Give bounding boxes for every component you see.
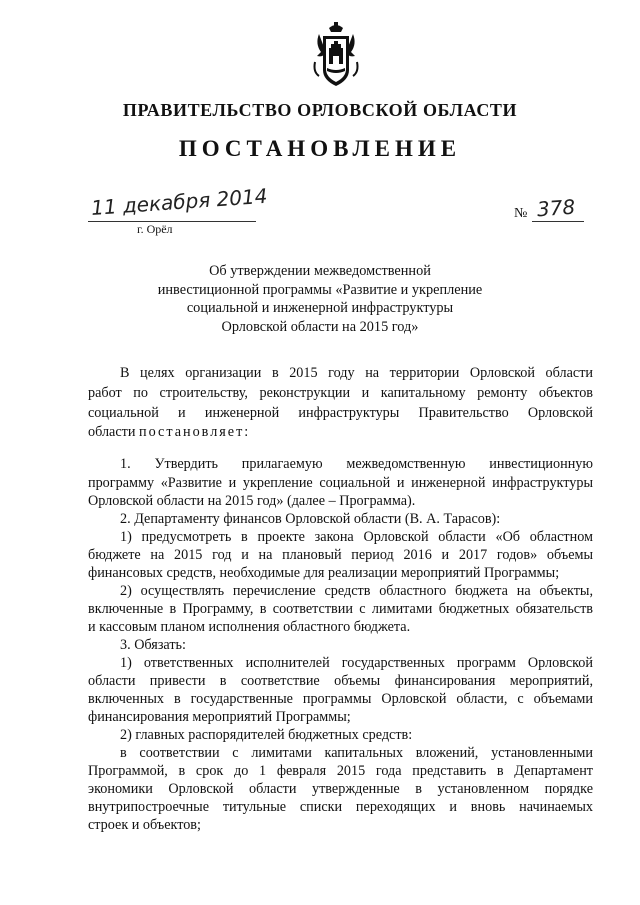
subject-line: Об утверждении межведомственной: [209, 263, 431, 279]
clause-line: 2. Департаменту финансов Орловской области (В. А. Тарасов):: [120, 511, 501, 527]
clause-line: программу «Развитие и укрепление социальной и инженерной инфраструктуры: [88, 475, 593, 491]
preamble-spaced-verb: постановляет:: [138, 424, 251, 440]
subject-line: социальной и инженерной инфраструктуры: [186, 300, 454, 316]
clause-line: финансовых средств, необходимые для реализации мероприятий Программы;: [88, 565, 560, 581]
preamble-line: социальной и инженерной инфраструктуры Правительство Орловской: [88, 405, 593, 421]
clause-line: 1) предусмотреть в проекте закона Орловской области «Об областном: [120, 529, 593, 545]
clause-line: финансирования мероприятий Программы;: [88, 709, 351, 725]
number-underline: [532, 221, 584, 222]
clause-line: 2) осуществлять перечисление средств областного бюджета на объекты,: [120, 583, 593, 599]
clause-line: Орловской области на 2015 год» (далее – Программа).: [88, 493, 416, 509]
preamble-last-word: области: [88, 424, 136, 440]
subject-line: инвестиционной программы «Развитие и укрепление: [157, 281, 483, 298]
document-type: ПОСТАНОВЛЕНИЕ: [178, 136, 462, 161]
clause-line: включенные в Программу, в соответствии с лимитами бюджетных обязательств: [88, 601, 593, 617]
handwritten-number: 378: [536, 194, 576, 222]
organization-title: ПРАВИТЕЛЬСТВО ОРЛОВСКОЙ ОБЛАСТИ: [122, 100, 518, 120]
clause-line: экономики Орловской области утвержденные в установленном порядке: [88, 781, 593, 797]
clause-line: и кассовым планом исполнения областного бюджета.: [88, 619, 411, 635]
clause-line: 2) главных распорядителей бюджетных средств:: [120, 727, 413, 743]
number-label: №: [514, 206, 528, 221]
clause-line: бюджете на 2015 год и на плановый период 2016 и 2017 годов» объемы: [88, 547, 593, 563]
city-label: г. Орёл: [137, 222, 173, 236]
clause-line: включенных в государственные программы Орловской области, с объемами: [88, 691, 593, 707]
clause-line: области привести в соответствие объемы финансирования мероприятий,: [88, 673, 593, 689]
clause-line: 1. Утвердить прилагаемую межведомственную инвестиционную: [120, 456, 593, 472]
coat-of-arms-emblem: [311, 22, 361, 88]
clause-line: 1) ответственных исполнителей государственных программ Орловской: [120, 655, 593, 671]
document-subject: [0, 262, 640, 336]
clause-line: внутрипостроечные титульные списки переходящих и вновь начинаемых: [88, 799, 593, 815]
preamble-last-line: [88, 424, 593, 441]
preamble-line: работ по строительству, реконструкции и капитальному ремонту объектов: [88, 385, 593, 401]
subject-line: Орловской области на 2015 год»: [221, 318, 419, 335]
preamble-line: В целях организации в 2015 году на территории Орловской области: [120, 365, 593, 381]
clause-line: в соответствии с лимитами капитальных вложений, установленными: [120, 745, 593, 761]
handwritten-date: 11 декабря 2014: [90, 183, 269, 220]
clause-line: Программой, в срок до 1 февраля 2015 года представить в Департамент: [88, 763, 593, 779]
clause-line: строек и объектов;: [88, 817, 201, 833]
clause-line: 3. Обязать:: [120, 637, 186, 653]
